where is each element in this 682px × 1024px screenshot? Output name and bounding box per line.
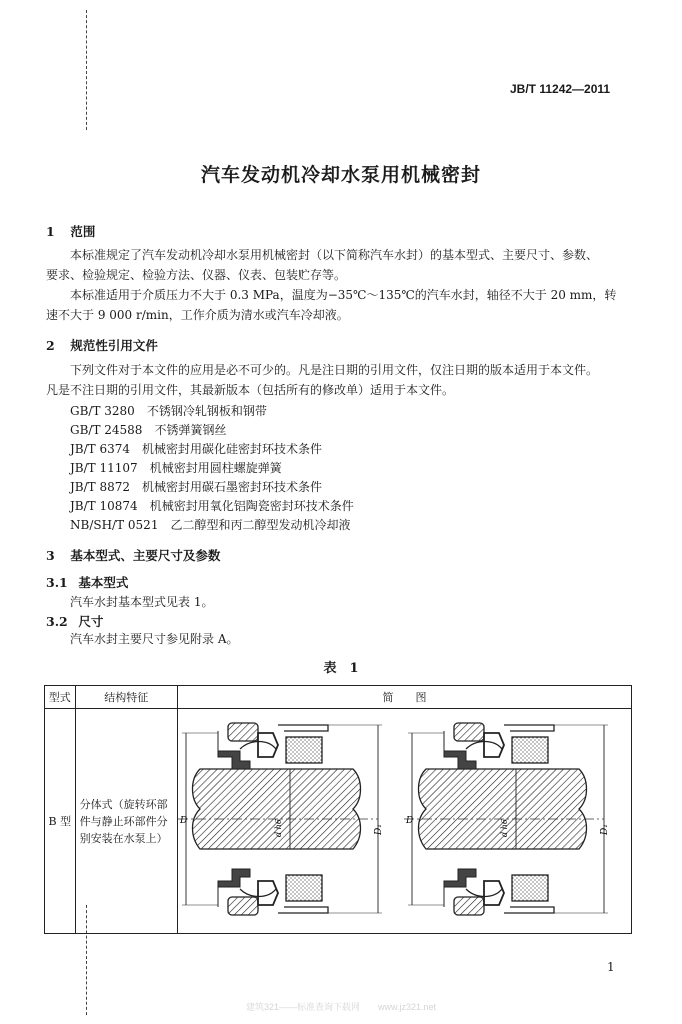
- subsection-title: 尺寸: [78, 614, 104, 629]
- reference-item: [70, 478, 322, 495]
- reference-item: [70, 497, 354, 514]
- reference-name: 不锈钢冷轧钢板和钢带: [146, 404, 267, 418]
- reference-name: 乙二醇型和丙二醇型发动机冷却液: [170, 518, 351, 532]
- section-heading: [46, 546, 220, 564]
- dim-label-d: d h6: [499, 819, 509, 837]
- reference-name: 机械密封用氧化铝陶瓷密封环技术条件: [149, 499, 354, 513]
- reference-code: GB/T 3280: [70, 404, 135, 418]
- section-heading: [46, 336, 158, 354]
- paragraph-line: 要求、检验规定、检验方法、仪器、仪表、包装贮存等。: [46, 268, 347, 282]
- footer-watermark: 建筑321——标准查询下载网 www.jz321.net: [245, 1002, 437, 1012]
- paragraph-line: 下列文件对于本文件的应用是必不可少的。凡是注日期的引用文件，仅注日期的版本适用于本文件。: [70, 363, 599, 377]
- reference-name: 机械密封用圆柱螺旋弹簧: [149, 461, 282, 475]
- reference-code: JB/T 8872: [70, 480, 131, 494]
- page-title: 汽车发动机冷却水泵用机械密封: [200, 164, 481, 186]
- reference-name: 机械密封用碳石墨密封环技术条件: [142, 480, 323, 494]
- paragraph-line: 汽车水封基本型式见表 1。: [70, 595, 214, 609]
- reference-item: [70, 421, 226, 438]
- table-caption: 表 1: [323, 661, 359, 676]
- table-1: [44, 685, 632, 934]
- paragraph-line: 本标准规定了汽车发动机冷却水泵用机械密封（以下简称汽车水封）的基本型式、主要尺寸、参数、: [70, 248, 599, 262]
- standard-number: JB/T 11242—2011: [510, 82, 611, 96]
- paragraph-line: 汽车水封主要尺寸参见附录 A。: [70, 632, 239, 646]
- reference-code: JB/T 10874: [70, 499, 138, 513]
- section-number: 2: [46, 338, 55, 353]
- dim-label-D1: D₁: [599, 824, 610, 835]
- dim-label-D1: D₁: [373, 824, 384, 835]
- subsection-heading: [46, 573, 128, 591]
- paragraph-line: 凡是不注日期的引用文件，其最新版本（包括所有的修改单）适用于本文件。: [46, 383, 455, 397]
- reference-name: 机械密封用碳化硅密封环技术条件: [142, 442, 323, 456]
- reference-item: [70, 402, 267, 419]
- header-type: 型式: [45, 686, 76, 709]
- reference-name: 不锈弹簧钢丝: [154, 423, 227, 437]
- seal-drawing: [178, 709, 631, 930]
- section-heading: [46, 222, 95, 240]
- seal-drawing-left: [178, 723, 384, 915]
- dim-label-d: d h6: [273, 819, 283, 837]
- section-title: 范围: [70, 224, 96, 239]
- section-title: 基本型式、主要尺寸及参数: [70, 548, 221, 563]
- header-feature: 结构特征: [75, 686, 177, 709]
- reference-item: [70, 459, 282, 476]
- reference-code: GB/T 24588: [70, 423, 143, 437]
- page-number: 1: [607, 960, 615, 974]
- seal-drawing-right: [404, 723, 610, 915]
- section-title: 规范性引用文件: [70, 338, 158, 353]
- reference-item: [70, 440, 322, 457]
- binding-margin-line: [86, 10, 87, 130]
- section-number: 3: [46, 548, 55, 563]
- header-drawing: 简 图: [177, 686, 631, 709]
- reference-item: [70, 516, 350, 533]
- cell-feature: 分体式（旋转环部件与静止环部件分别安装在水泵上）: [75, 709, 177, 934]
- table-row: [45, 709, 632, 934]
- cell-drawing: [177, 709, 631, 934]
- paragraph-line: 速不大于 9 000 r/min，工作介质为清水或汽车冷却液。: [46, 308, 349, 322]
- subsection-number: 3.2: [46, 614, 68, 629]
- subsection-title: 基本型式: [78, 575, 129, 590]
- paragraph-line: 本标准适用于介质压力不大于 0.3 MPa，温度为−35℃～135℃的汽车水封，轴径不大于 20 mm，转: [70, 288, 617, 302]
- dim-label-D: D: [179, 816, 188, 826]
- reference-code: NB/SH/T 0521: [70, 518, 159, 532]
- table-header-row: [45, 686, 632, 709]
- section-number: 1: [46, 224, 55, 239]
- cell-type: B 型: [45, 709, 76, 934]
- dim-label-D: D: [405, 816, 414, 826]
- subsection-number: 3.1: [46, 575, 68, 590]
- subsection-heading: [46, 612, 103, 630]
- reference-code: JB/T 11107: [70, 461, 138, 475]
- reference-code: JB/T 6374: [70, 442, 131, 456]
